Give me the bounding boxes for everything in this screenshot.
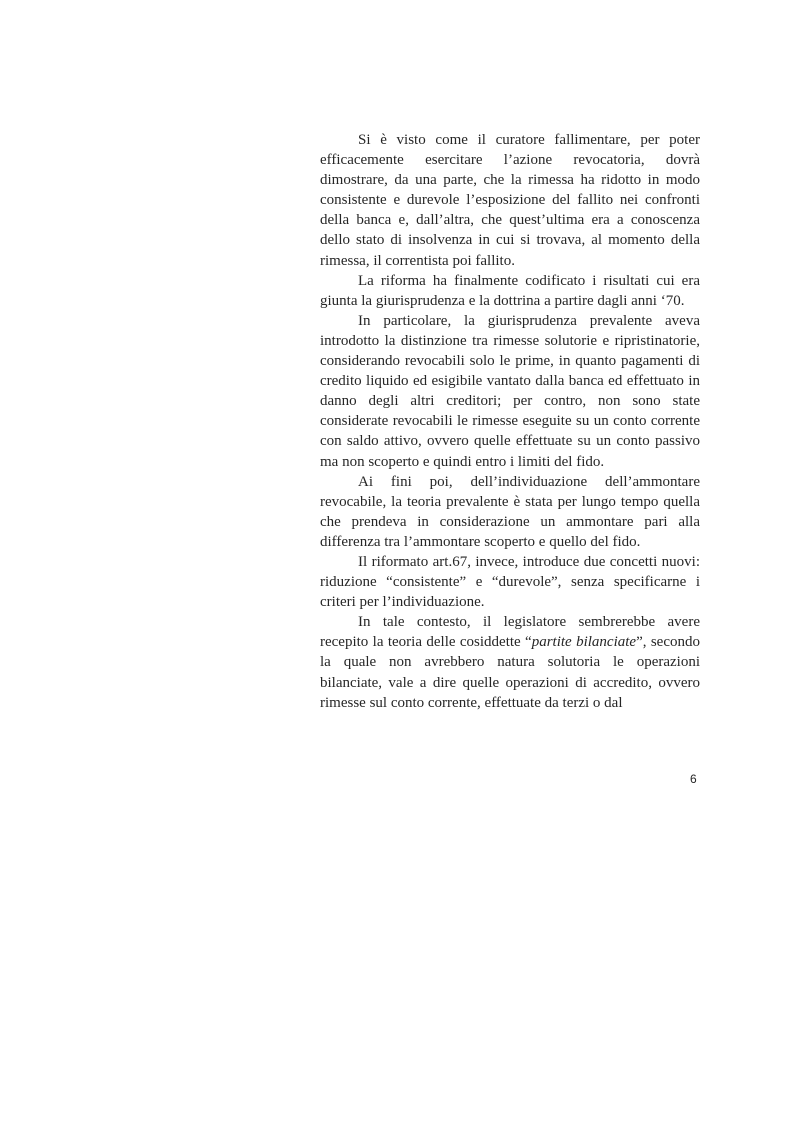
- paragraph-6: [320, 612, 700, 712]
- paragraph-6-end: ”, secondo la quale non avrebbero natura solutoria le operazioni bilanciate, vale a dire quelle operazioni di accredito, ovvero rimesse sul conto corrente, effettuate da terzi o dal: [320, 634, 701, 711]
- page-number: 6: [690, 772, 697, 786]
- paragraph-5: Il riformato art.67, invece, introduce due concetti nuovi: riduzione “consistente” e “durevole”, senza specificarne i criteri per l’individuazione.: [320, 553, 700, 611]
- italic-term: partite bilanciate: [531, 634, 637, 651]
- body-text: [320, 130, 700, 713]
- paragraph-1: Si è visto come il curatore fallimentare, per poter efficacemente esercitare l’azione revocatoria, dovrà dimostrare, da una parte, che la rimessa ha ridotto in modo consistente e durevole l’esposizione del fallito nei confronti della banca e, dall’altra, che quest’ultima era a conoscenza dello stato di insolvenza in cui si trovava, al momento della rimessa, il correntista poi fallito.: [320, 132, 700, 269]
- paragraph-6-start: In tale contesto, il legislatore sembrerebbe avere recepito la teoria delle cosiddette “: [320, 614, 700, 651]
- paragraph-3: In particolare, la giurisprudenza prevalente aveva introdotto la distinzione tra rimesse solutorie e ripristinatorie, considerando revocabili solo le prime, in quanto pagamenti di credito liquido ed esigibile vantato dalla banca ed effettuato in danno degli altri creditori; per contro, non sono state considerate revocabili le rimesse eseguite su un conto corrente con saldo attivo, ovvero quelle effettuate su un conto passivo ma non scoperto e quindi entro i limiti del fido.: [320, 312, 700, 470]
- paragraph-4: Ai fini poi, dell’individuazione dell’ammontare revocabile, la teoria prevalente è stata per lungo tempo quella che prendeva in considerazione un ammontare pari alla differenza tra l’ammontare scoperto e quello del fido.: [320, 473, 700, 550]
- paragraph-2: La riforma ha finalmente codificato i risultati cui era giunta la giurisprudenza e la dottrina a partire dagli anni ‘70.: [320, 272, 700, 309]
